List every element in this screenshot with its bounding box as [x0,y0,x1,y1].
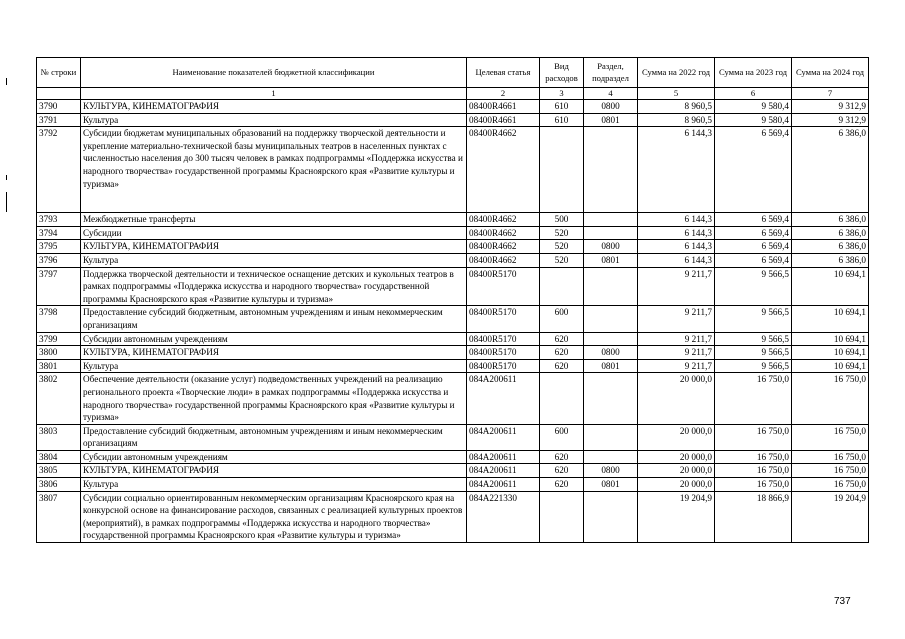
row-target: 08400R5170 [467,306,540,332]
table-row [37,478,869,492]
row-exp-type [540,373,584,424]
table-row [37,450,869,464]
row-target: 08400R5170 [467,332,540,346]
row-number: 3803 [37,424,81,450]
row-2023: 16 750,0 [715,478,792,492]
row-exp-type [540,491,584,542]
row-2024: 10 694,1 [792,306,869,332]
row-target: 084A200611 [467,373,540,424]
row-2023: 6 569,4 [715,226,792,240]
row-exp-type: 600 [540,306,584,332]
row-name: Предоставление субсидий бюджетным, автономным учреждениям и иным некоммерческим организациям [81,306,467,332]
table-row [37,464,869,478]
row-2022: 9 211,7 [638,346,715,360]
row-section [584,267,638,306]
row-2022: 6 144,3 [638,253,715,267]
budget-table [36,57,869,543]
column-index: 2 [467,88,540,100]
row-2023: 9 580,4 [715,100,792,114]
row-2022: 20 000,0 [638,464,715,478]
row-target: 084A200611 [467,478,540,492]
row-name: Поддержка творческой деятельности и техническое оснащение детских и кукольных театров в рамках подпрограммы «Поддержка искусства и народного творчества» государственной программы Красноярского края «Развитие культуры и туризма» [81,267,467,306]
row-name: Культура [81,253,467,267]
row-number: 3804 [37,450,81,464]
row-2022: 20 000,0 [638,424,715,450]
row-name: КУЛЬТУРА, КИНЕМАТОГРАФИЯ [81,464,467,478]
header-section: Раздел, подраздел [584,58,638,88]
row-2022: 19 204,9 [638,491,715,542]
row-exp-type [540,127,584,213]
row-2022: 9 211,7 [638,267,715,306]
row-number: 3801 [37,359,81,373]
table-row [37,213,869,227]
header-name: Наименование показателей бюджетной классификации [81,58,467,88]
row-number: 3807 [37,491,81,542]
header-2022: Сумма на 2022 год [638,58,715,88]
header-exp-type: Вид расходов [540,58,584,88]
row-exp-type: 620 [540,359,584,373]
row-name: Культура [81,359,467,373]
row-target: 08400R5170 [467,346,540,360]
row-name: Обеспечение деятельности (оказание услуг) подведомственных учреждений на реализацию регионального проекта «Творческие люди» в рамках подпрограммы «Поддержка искусства и народного творчества» государственной программы Красноярского края «Развитие культуры и туризма» [81,373,467,424]
column-index-row [37,88,869,100]
row-target: 084A221330 [467,491,540,542]
row-2023: 9 566,5 [715,359,792,373]
row-2023: 16 750,0 [715,424,792,450]
row-2023: 9 566,5 [715,332,792,346]
table-row [37,359,869,373]
row-2022: 20 000,0 [638,373,715,424]
row-section [584,373,638,424]
row-2024: 9 312,9 [792,113,869,127]
column-index: 1 [81,88,467,100]
column-index [37,88,81,100]
row-section [584,450,638,464]
row-number: 3790 [37,100,81,114]
row-name: Субсидии бюджетам муниципальных образований на поддержку творческой деятельности и укрепление материально-технической базы муниципальных театров в населенных пунктах с численностью населения до 300 тысяч человек в рамках подпрограммы «Поддержка искусства и народного творчества» государственной программы Красноярского края «Развитие культуры и туризма» [81,127,467,213]
row-number: 3797 [37,267,81,306]
row-number: 3792 [37,127,81,213]
row-2023: 9 566,5 [715,346,792,360]
row-target: 08400R5170 [467,267,540,306]
column-index: 6 [715,88,792,100]
row-2024: 16 750,0 [792,478,869,492]
row-section [584,424,638,450]
row-2022: 9 211,7 [638,359,715,373]
row-2023: 9 580,4 [715,113,792,127]
row-number: 3800 [37,346,81,360]
row-number: 3796 [37,253,81,267]
row-2023: 16 750,0 [715,464,792,478]
table-row [37,226,869,240]
row-2023: 18 866,9 [715,491,792,542]
row-2024: 10 694,1 [792,359,869,373]
row-2023: 6 569,4 [715,253,792,267]
row-2024: 6 386,0 [792,240,869,254]
row-2022: 9 211,7 [638,306,715,332]
row-name: Культура [81,478,467,492]
table-row [37,267,869,306]
row-target: 08400R4662 [467,240,540,254]
row-2023: 16 750,0 [715,450,792,464]
row-section: 0800 [584,240,638,254]
row-name: КУЛЬТУРА, КИНЕМАТОГРАФИЯ [81,100,467,114]
table-row [37,373,869,424]
row-name: Субсидии автономным учреждениям [81,332,467,346]
row-number: 3802 [37,373,81,424]
row-number: 3799 [37,332,81,346]
row-2024: 10 694,1 [792,267,869,306]
row-exp-type: 620 [540,478,584,492]
row-exp-type: 500 [540,213,584,227]
row-number: 3806 [37,478,81,492]
column-index: 7 [792,88,869,100]
row-exp-type: 520 [540,226,584,240]
row-2022: 8 960,5 [638,100,715,114]
row-name: Предоставление субсидий бюджетным, автономным учреждениям и иным некоммерческим организациям [81,424,467,450]
row-2022: 6 144,3 [638,127,715,213]
row-2022: 20 000,0 [638,478,715,492]
table-row [37,332,869,346]
row-exp-type: 620 [540,346,584,360]
row-name: Субсидии автономным учреждениям [81,450,467,464]
row-2022: 8 960,5 [638,113,715,127]
row-number: 3794 [37,226,81,240]
row-2024: 9 312,9 [792,100,869,114]
row-section: 0800 [584,346,638,360]
table-row [37,100,869,114]
row-2024: 16 750,0 [792,450,869,464]
column-index: 3 [540,88,584,100]
row-section [584,332,638,346]
row-name: Субсидии социально ориентированным некоммерческим организациям Красноярского края на конкурсной основе на финансирование расходов, связанных с реализацией культурных проектов (мероприятий), в рамках подпрограммы «Поддержка искусства и народного творчества» государственной программы Красноярского края «Развитие культуры и туризма» [81,491,467,542]
row-target: 084A200611 [467,424,540,450]
margin-mark [6,175,7,180]
header-target: Целевая статья [467,58,540,88]
row-section: 0800 [584,100,638,114]
row-section: 0801 [584,359,638,373]
row-2023: 6 569,4 [715,127,792,213]
row-2024: 16 750,0 [792,464,869,478]
row-number: 3791 [37,113,81,127]
row-2024: 6 386,0 [792,127,869,213]
row-target: 084A200611 [467,450,540,464]
row-2024: 6 386,0 [792,226,869,240]
page-number: 737 [834,596,851,607]
row-exp-type: 610 [540,113,584,127]
row-target: 08400R4661 [467,113,540,127]
row-2023: 16 750,0 [715,373,792,424]
table-row [37,240,869,254]
row-name: КУЛЬТУРА, КИНЕМАТОГРАФИЯ [81,346,467,360]
table-row [37,424,869,450]
row-exp-type: 520 [540,240,584,254]
row-exp-type [540,267,584,306]
row-2024: 16 750,0 [792,424,869,450]
row-number: 3805 [37,464,81,478]
row-target: 08400R4662 [467,226,540,240]
header-row-no: № строки [37,58,81,88]
row-section: 0801 [584,478,638,492]
row-exp-type: 520 [540,253,584,267]
row-name: Культура [81,113,467,127]
table-row [37,253,869,267]
row-2022: 6 144,3 [638,213,715,227]
row-section [584,213,638,227]
row-exp-type: 600 [540,424,584,450]
row-number: 3793 [37,213,81,227]
column-index: 4 [584,88,638,100]
row-exp-type: 620 [540,464,584,478]
row-number: 3798 [37,306,81,332]
table-row [37,113,869,127]
row-name: Межбюджетные трансферты [81,213,467,227]
table-row [37,491,869,542]
margin-mark [6,78,7,85]
header-2023: Сумма на 2023 год [715,58,792,88]
header-row [37,58,869,88]
table-row [37,346,869,360]
row-exp-type: 620 [540,332,584,346]
row-section [584,491,638,542]
row-target: 08400R4662 [467,213,540,227]
row-section [584,127,638,213]
row-section [584,306,638,332]
row-2024: 10 694,1 [792,346,869,360]
row-exp-type: 610 [540,100,584,114]
row-2022: 6 144,3 [638,240,715,254]
row-2024: 16 750,0 [792,373,869,424]
row-2023: 9 566,5 [715,306,792,332]
row-target: 08400R4661 [467,100,540,114]
row-2022: 20 000,0 [638,450,715,464]
margin-mark [6,192,7,212]
row-2024: 6 386,0 [792,213,869,227]
row-section: 0801 [584,253,638,267]
row-section: 0800 [584,464,638,478]
header-2024: Сумма на 2024 год [792,58,869,88]
row-2022: 6 144,3 [638,226,715,240]
row-target: 08400R5170 [467,359,540,373]
row-target: 08400R4662 [467,253,540,267]
row-2024: 6 386,0 [792,253,869,267]
row-2023: 6 569,4 [715,213,792,227]
row-name: КУЛЬТУРА, КИНЕМАТОГРАФИЯ [81,240,467,254]
row-2024: 10 694,1 [792,332,869,346]
table-row [37,127,869,213]
row-2023: 9 566,5 [715,267,792,306]
row-2022: 9 211,7 [638,332,715,346]
row-2024: 19 204,9 [792,491,869,542]
column-index: 5 [638,88,715,100]
row-target: 084A200611 [467,464,540,478]
row-number: 3795 [37,240,81,254]
row-target: 08400R4662 [467,127,540,213]
table-row [37,306,869,332]
row-2023: 6 569,4 [715,240,792,254]
row-exp-type: 620 [540,450,584,464]
row-section [584,226,638,240]
row-section: 0801 [584,113,638,127]
row-name: Субсидии [81,226,467,240]
